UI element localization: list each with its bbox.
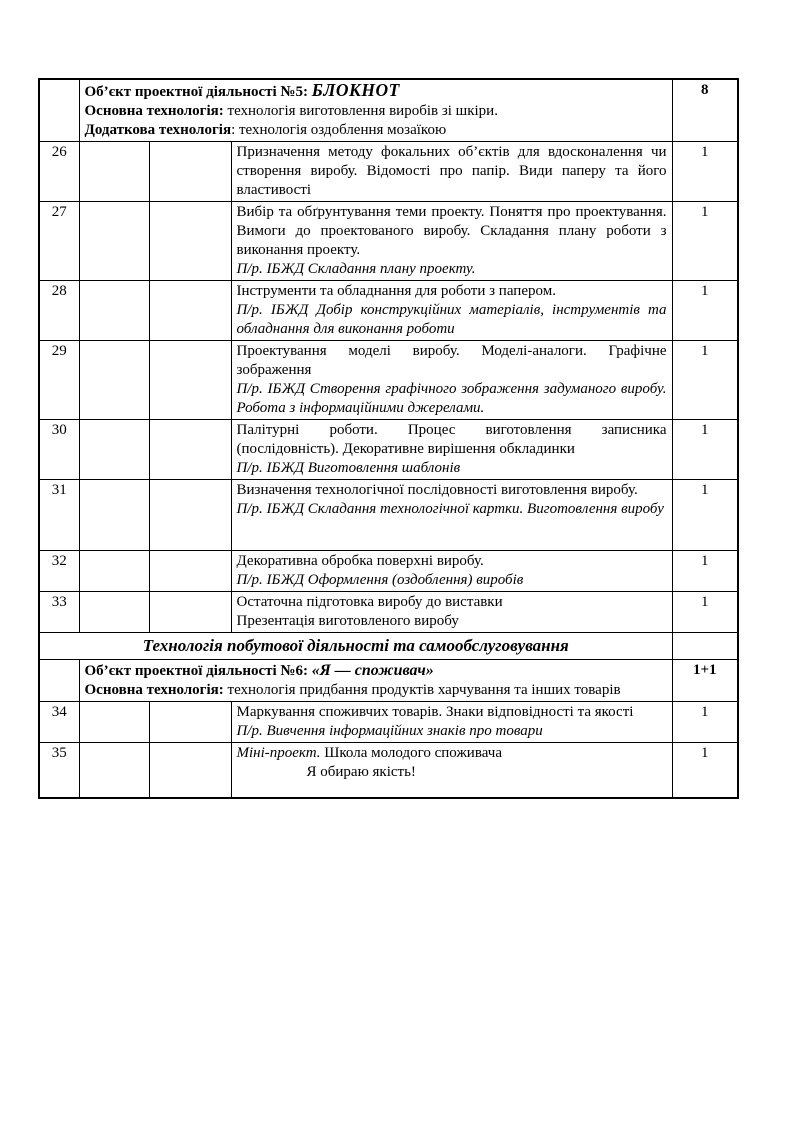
lesson-number: 29	[39, 341, 79, 420]
lesson-hours: 1	[672, 592, 738, 633]
object5-extra-tech	[85, 121, 667, 140]
lesson-content	[231, 202, 672, 281]
lesson-row-34	[39, 702, 738, 743]
lesson-hours: 1	[672, 420, 738, 480]
date-cell	[149, 420, 231, 480]
lesson-hours: 1	[672, 743, 738, 798]
lesson-topic-line2: Презентація виготовленого виробу	[236, 613, 459, 629]
mini-project-label: Міні-проект.	[236, 745, 321, 761]
date-cell	[149, 551, 231, 592]
lesson-content	[231, 702, 672, 743]
section-title: Технологія побутової діяльності та самообслуговування	[39, 633, 672, 660]
section-hours-empty	[672, 633, 738, 660]
lesson-topic	[237, 744, 667, 763]
extra-tech-label: Додаткова технологія	[84, 122, 232, 138]
object5-header-row	[39, 79, 738, 142]
practical-work: П/р. ІБЖД Виготовлення шаблонів	[236, 460, 461, 476]
lesson-topic: Палітурні роботи. Процес виготовлення записника (послідовність). Декоративне вирішення обкладинки	[236, 422, 667, 457]
main-tech-text: технологія придбання продуктів харчування та інших товарів	[223, 682, 621, 698]
lesson-number: 26	[39, 142, 79, 202]
date-cell	[79, 592, 149, 633]
lesson-number: 32	[39, 551, 79, 592]
lesson-topic-line2: Я обираю якість!	[306, 764, 416, 780]
lesson-hours: 1	[672, 480, 738, 551]
lesson-topic: Проектування моделі виробу. Моделі-аналоги. Графічне зображення	[236, 343, 667, 378]
date-cell	[79, 142, 149, 202]
date-cell	[79, 480, 149, 551]
lesson-plan-table	[38, 78, 739, 799]
practical-work: П/р. Вивчення інформаційних знаків про товари	[236, 723, 543, 739]
date-cell	[149, 142, 231, 202]
lesson-hours: 1	[672, 281, 738, 341]
practical-work: П/р. ІБЖД Складання технологічної картки. Виготовлення виробу	[236, 501, 664, 517]
object6-title-name: «Я — споживач»	[311, 662, 434, 679]
practical-work: П/р. ІБЖД Створення графічного зображення задуманого виробу. Робота з інформаційними джерелами.	[236, 381, 667, 416]
lesson-number: 34	[39, 702, 79, 743]
lesson-row-28	[39, 281, 738, 341]
lesson-topic: Остаточна підготовка виробу до виставки	[236, 594, 503, 610]
lesson-row-35	[39, 743, 738, 798]
lesson-row-33	[39, 592, 738, 633]
lesson-content	[231, 592, 672, 633]
date-cell	[149, 480, 231, 551]
lesson-row-29	[39, 341, 738, 420]
object5-title-label: Об’єкт проектної діяльності №5:	[84, 84, 312, 100]
lesson-row-26	[39, 142, 738, 202]
lesson-topic: Визначення технологічної послідовності виготовлення виробу.	[236, 482, 638, 498]
lesson-topic: Маркування споживчих товарів. Знаки відповідності та якості	[236, 704, 634, 720]
lesson-number: 33	[39, 592, 79, 633]
lesson-content	[231, 142, 672, 202]
lesson-row-27	[39, 202, 738, 281]
date-cell	[149, 592, 231, 633]
object6-hours: 1+1	[672, 660, 738, 702]
lesson-number: 35	[39, 743, 79, 798]
main-tech-label: Основна технологія:	[84, 103, 224, 119]
date-cell	[149, 341, 231, 420]
lesson-topic-text: Школа молодого споживача	[320, 745, 502, 761]
date-cell	[79, 702, 149, 743]
object5-hours: 8	[672, 79, 738, 142]
lesson-hours: 1	[672, 551, 738, 592]
lesson-content	[231, 341, 672, 420]
object6-title	[85, 661, 667, 681]
date-cell	[79, 743, 149, 798]
date-cell	[149, 281, 231, 341]
lesson-topic: Вибір та обґрунтування теми проекту. Поняття про проектування. Вимоги до проектованого виробу. Складання плану роботи з виконання проекту.	[236, 204, 667, 258]
extra-tech-text: : технологія оздоблення мозаїкою	[231, 122, 447, 138]
lesson-content	[231, 551, 672, 592]
date-cell	[79, 202, 149, 281]
object5-title	[85, 81, 667, 102]
practical-work: П/р. ІБЖД Добір конструкційних матеріалів, інструментів та обладнання для виконання роботи	[236, 302, 667, 337]
main-tech-text: технологія виготовлення виробів зі шкіри.	[223, 103, 498, 119]
date-cell	[149, 743, 231, 798]
date-cell	[149, 202, 231, 281]
empty-number-cell	[39, 660, 79, 702]
date-cell	[79, 420, 149, 480]
lesson-content	[231, 281, 672, 341]
date-cell	[149, 702, 231, 743]
object5-main-tech	[85, 102, 667, 121]
date-cell	[79, 281, 149, 341]
lesson-number: 27	[39, 202, 79, 281]
empty-number-cell	[39, 79, 79, 142]
lesson-hours: 1	[672, 202, 738, 281]
lesson-content	[231, 480, 672, 551]
lesson-row-31	[39, 480, 738, 551]
lesson-number: 28	[39, 281, 79, 341]
lesson-hours: 1	[672, 142, 738, 202]
object5-header-cell	[79, 79, 672, 142]
object5-title-name: БЛОКНОТ	[311, 80, 400, 100]
date-cell	[79, 551, 149, 592]
lesson-content	[231, 420, 672, 480]
lesson-number: 31	[39, 480, 79, 551]
object6-header-cell	[79, 660, 672, 702]
object6-title-label: Об’єкт проектної діяльності №6:	[84, 663, 312, 679]
lesson-hours: 1	[672, 341, 738, 420]
lesson-row-32	[39, 551, 738, 592]
lesson-topic: Декоративна обробка поверхні виробу.	[236, 553, 484, 569]
section-title-row	[39, 633, 738, 660]
lesson-topic: Інструменти та обладнання для роботи з папером.	[236, 283, 556, 299]
lesson-row-30	[39, 420, 738, 480]
practical-work: П/р. ІБЖД Складання плану проекту.	[236, 261, 476, 277]
lesson-content	[231, 743, 672, 798]
object6-main-tech	[85, 681, 667, 700]
lesson-number: 30	[39, 420, 79, 480]
object6-header-row	[39, 660, 738, 702]
lesson-hours: 1	[672, 702, 738, 743]
practical-work: П/р. ІБЖД Оформлення (оздоблення) виробів	[236, 572, 524, 588]
date-cell	[79, 341, 149, 420]
lesson-topic: Призначення методу фокальних об’єктів для вдосконалення чи створення виробу. Відомості про папір. Види паперу та його властивості	[236, 144, 667, 198]
main-tech-label: Основна технологія:	[84, 682, 224, 698]
